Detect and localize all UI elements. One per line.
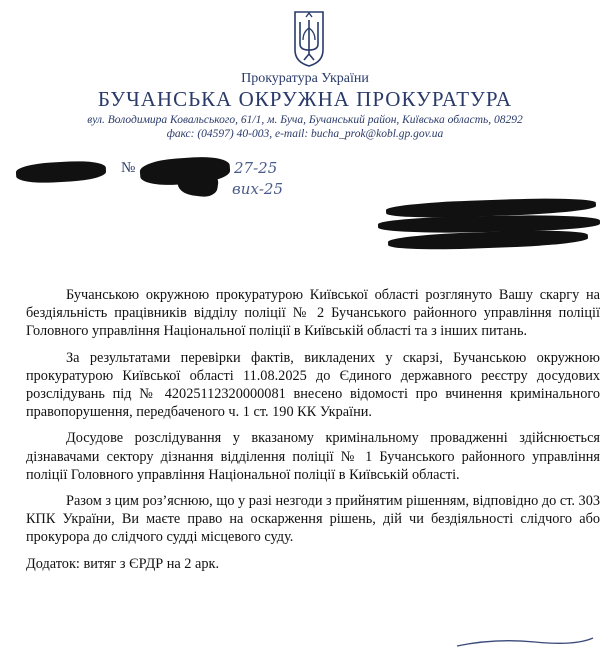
attachment-note: Додаток: витяг з ЄРДР на 2 арк. xyxy=(26,555,220,572)
org-address: вул. Володимира Ковальського, 61/1, м. Буча, Бучанський район, Київська область, 08292 xyxy=(87,114,523,126)
paragraph-1: Бучанською окружною прокуратурою Київської області розглянуто Вашу скаргу на бездіяльність працівників відділу поліції № 2 Бучанського районного управління поліції Головного управління Національної поліції в Київській області та з інших питань. xyxy=(26,287,600,340)
handwritten-ref-1: 27-25 xyxy=(234,159,278,177)
handwritten-ref-2: вих-25 xyxy=(232,180,284,198)
trident-icon xyxy=(292,10,326,68)
paragraph-2: За результатами перевірки фактів, викладених у скарзі, Бучанською окружною прокуратурою Київської області 11.08.2025 до Єдиного державного реєстру досудових розслідувань під № 42025112320000081 внесено відомості про вчинення кримінального правопорушення, передбаченого ч. 1 ст. 190 КК України. xyxy=(26,349,600,421)
redaction-date xyxy=(16,160,107,185)
paragraph-4: Разом з цим роз’яснюю, що у разі незгоди з прийнятим рішенням, відповідно до ст. 303 КПК України, Ви маєте право на оскарження рішень, дій чи бездіяльності слідчого або прокурора до слідчого судді місцевого суду. xyxy=(26,493,600,546)
signature-stroke xyxy=(455,636,595,648)
org-contacts: факс: (04597) 40-003, e-mail: bucha_prok@kobl.gp.gov.ua xyxy=(166,128,444,140)
number-sign: № xyxy=(121,160,136,176)
org-name: БУЧАНСЬКА ОКРУЖНА ПРОКУРАТУРА xyxy=(97,87,513,111)
recipient-redaction xyxy=(378,198,608,258)
org-parent: Прокуратура України xyxy=(241,71,369,86)
paragraph-3: Досудове розслідування у вказаному кримінальному провадженні здійснюється дізнавачами сектору дізнання відділення поліції № 1 Бучанського районного управління поліції Головного управління Національної поліції в Київській області. xyxy=(26,430,600,483)
letter-body xyxy=(26,286,600,581)
